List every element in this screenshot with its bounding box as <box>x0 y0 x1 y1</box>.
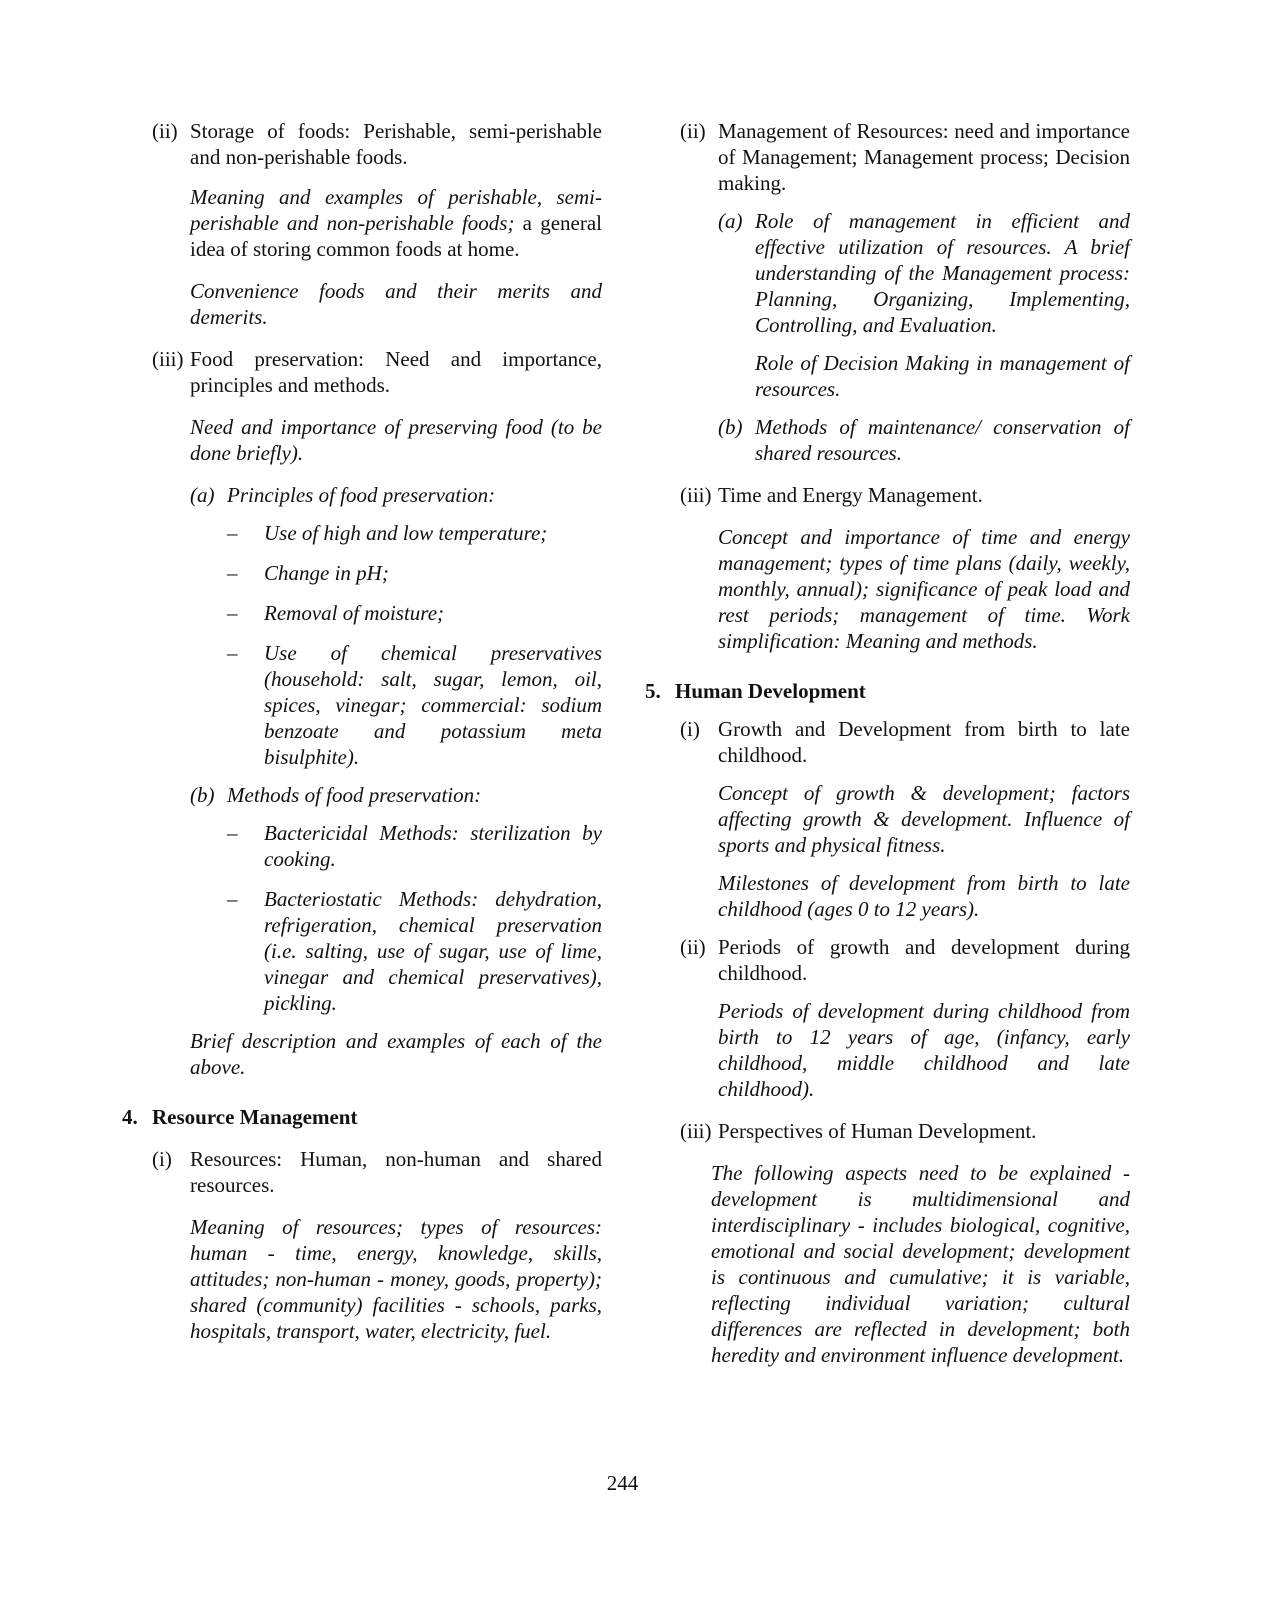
item-number: (ii) <box>680 119 706 143</box>
page-number: 244 <box>606 1471 639 1495</box>
list-item: – Removal of moisture; <box>227 601 445 625</box>
item-number: (iii) <box>152 347 184 371</box>
section-number: 5. <box>645 679 661 703</box>
item-periods-growth <box>680 934 1130 986</box>
paragraph-aspects: The following aspects need to be explained - development is multidimensional and interdisciplinary - includes biological, cognitive, emotional and social development; development is continuous and cumulative; it is variable, reflecting individual variation; cultural differences are reflected in development; both heredity and environment influence development. <box>711 1161 1130 1367</box>
item-text: Management of Resources: need and importance of Management; Management process; Decision making. <box>718 119 1130 195</box>
item-management-of-resources <box>680 118 1130 196</box>
subitem-principles <box>190 482 602 508</box>
paragraph-decision-making: Role of Decision Making in management of resources. <box>755 351 1130 401</box>
subitem-letter: (b) <box>718 415 743 439</box>
item-number: (i) <box>680 717 700 741</box>
item-text: Perspectives of Human Development. <box>718 1119 1037 1143</box>
item-text: Food preservation: Need and importance, principles and methods. <box>190 347 602 397</box>
paragraph-meaning-of-resources: Meaning of resources; types of resources: human - time, energy, knowledge, skills, attitudes; non-human - money, goods, property); shared (community) facilities - schools, parks, hospitals, transport, water, electricity, fuel. <box>190 1215 602 1343</box>
dash-bullet: – <box>227 821 238 845</box>
item-food-preservation <box>152 346 602 398</box>
section-heading-resource-management <box>122 1104 602 1130</box>
subitem-maintenance <box>718 414 1130 466</box>
item-resources <box>152 1146 602 1198</box>
paragraph-periods-development: Periods of development during childhood from birth to 12 years of age, (infancy, early childhood, middle childhood and late childhood). <box>718 999 1130 1101</box>
subitem-text: Role of management in efficient and effective utilization of resources. A brief understanding of the Management process: Planning, Organizing, Implementing, Controlling, and Evaluation. <box>755 209 1130 337</box>
paragraph-brief-description: Brief description and examples of each of the above. <box>190 1029 602 1079</box>
paragraph-milestones: Milestones of development from birth to late childhood (ages 0 to 12 years). <box>718 871 1130 921</box>
section-number: 4. <box>122 1105 138 1129</box>
subitem-text: Principles of food preservation: <box>227 483 496 507</box>
dash-bullet: – <box>227 561 238 585</box>
list-item: – Use of chemical preservatives (household: salt, sugar, lemon, oil, spices, vinegar; commercial: sodium benzoate and potassium meta bisulphite). <box>227 641 602 769</box>
dash-bullet: – <box>227 601 238 625</box>
item-growth-development <box>680 716 1130 768</box>
left-column <box>122 118 602 1344</box>
subitem-letter: (a) <box>718 209 743 233</box>
item-number: (ii) <box>680 935 706 959</box>
section-title: Resource Management <box>152 1105 358 1129</box>
item-number: (i) <box>152 1147 172 1171</box>
right-column <box>645 118 1130 1368</box>
paragraph-time-energy-concept: Concept and importance of time and energy management; types of time plans (daily, weekly, monthly, annual); significance of peak load and rest periods; management of time. Work simplification: Meaning and methods. <box>718 525 1130 653</box>
paragraph-perishable-meaning: Meaning and examples of perishable, semi-perishable and non-perishable foods; a general idea of storing common foods at home. <box>190 185 602 261</box>
section-title: Human Development <box>675 679 866 703</box>
dash-bullet: – <box>227 521 238 545</box>
list-item: – Change in pH; <box>227 561 389 585</box>
item-number: (iii) <box>680 483 712 507</box>
subitem-text: Methods of food preservation: <box>227 783 482 807</box>
item-storage-of-foods <box>152 118 602 170</box>
paragraph-growth-concept: Concept of growth & development; factors affecting growth & development. Influence of sports and physical fitness. <box>718 781 1130 857</box>
list-item: – Bactericidal Methods: sterilization by cooking. <box>227 821 602 871</box>
item-text: Periods of growth and development during childhood. <box>718 935 1130 985</box>
subitem-text: Methods of maintenance/ conservation of shared resources. <box>755 415 1130 465</box>
dash-bullet: – <box>227 887 238 911</box>
item-number: (iii) <box>680 1119 712 1143</box>
item-text: Time and Energy Management. <box>718 483 983 507</box>
subitem-letter: (b) <box>190 783 215 807</box>
paragraph-convenience-foods: Convenience foods and their merits and demerits. <box>190 279 602 329</box>
subitem-letter: (a) <box>190 483 215 507</box>
paragraph-need-importance: Need and importance of preserving food (to be done briefly). <box>190 415 602 465</box>
section-heading-human-development <box>645 678 1130 704</box>
item-perspectives <box>680 1118 1130 1144</box>
item-text: Resources: Human, non-human and shared resources. <box>190 1147 602 1197</box>
item-text: Growth and Development from birth to late childhood. <box>718 717 1130 767</box>
item-text: Storage of foods: Perishable, semi-perishable and non-perishable foods. <box>190 119 602 169</box>
subitem-role-of-management <box>718 208 1130 338</box>
item-number: (ii) <box>152 119 178 143</box>
list-item: – Use of high and low temperature; <box>227 521 548 545</box>
item-time-energy <box>680 482 1130 508</box>
dash-bullet: – <box>227 641 238 665</box>
subitem-methods <box>190 782 602 808</box>
list-item: – Bacteriostatic Methods: dehydration, refrigeration, chemical preservation (i.e. salting, use of sugar, use of lime, vinegar and chemical preservatives), pickling. <box>227 887 602 1015</box>
